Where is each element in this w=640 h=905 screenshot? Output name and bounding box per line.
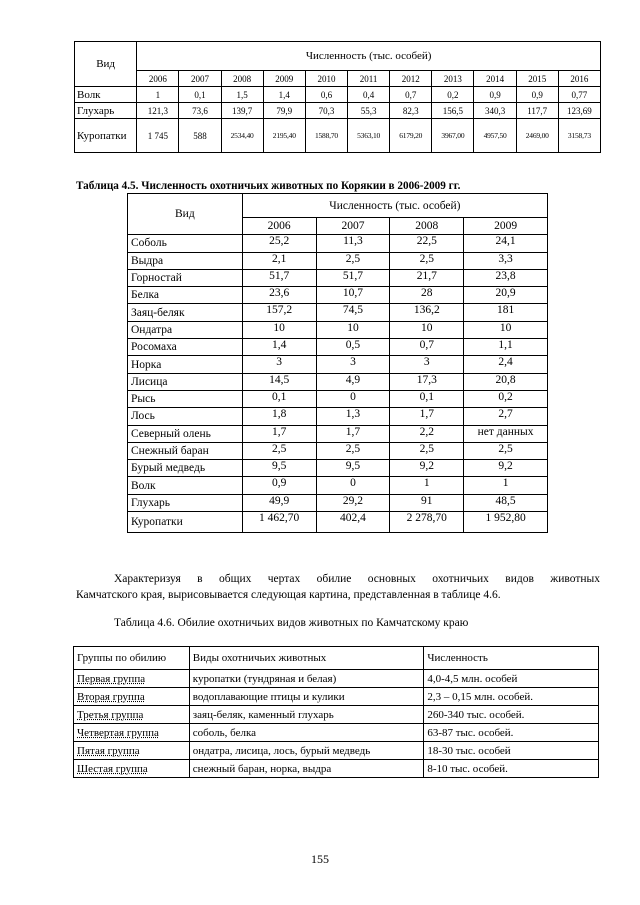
cell-value: 70,3 <box>305 103 347 119</box>
species-name: Выдра <box>128 252 243 269</box>
cell-value: 0,1 <box>242 390 316 407</box>
cell-value: 9,5 <box>242 460 316 477</box>
species-name: Северный олень <box>128 425 243 442</box>
table-row <box>128 425 548 442</box>
paragraph <box>76 571 600 603</box>
cell-value: 2,5 <box>242 442 316 459</box>
table-row <box>74 688 599 706</box>
cell-value: 6179,20 <box>390 119 432 153</box>
cell-value: 2,7 <box>464 408 548 425</box>
cell-value: 0,9 <box>516 87 558 103</box>
cell-value: 79,9 <box>263 103 305 119</box>
table-row <box>74 724 599 742</box>
species-list: снежный баран, норка, выдра <box>189 760 424 778</box>
cell-value: 1 745 <box>137 119 179 153</box>
cell-value: 1 <box>390 477 464 494</box>
cell-value: 2,5 <box>316 252 390 269</box>
cell-value: 9,5 <box>316 460 390 477</box>
cell-value: 139,7 <box>221 103 263 119</box>
cell-value: 0 <box>316 477 390 494</box>
table-row <box>128 287 548 304</box>
year-header: 2015 <box>516 71 558 87</box>
cell-value: 2,1 <box>242 252 316 269</box>
species-name: Глухарь <box>128 494 243 511</box>
cell-value: 73,6 <box>179 103 221 119</box>
column-header: Виды охотничьих животных <box>189 647 424 670</box>
cell-value: 3 <box>242 356 316 373</box>
cell-value: 2,5 <box>390 252 464 269</box>
cell-value: 28 <box>390 287 464 304</box>
table-row <box>75 87 601 103</box>
cell-value: 0,2 <box>464 390 548 407</box>
cell-value: 157,2 <box>242 304 316 321</box>
species-name: Лось <box>128 408 243 425</box>
cell-value: 4957,50 <box>474 119 516 153</box>
cell-value: 0,2 <box>432 87 474 103</box>
cell-value: 2,2 <box>390 425 464 442</box>
abundance-table <box>73 646 599 778</box>
cell-value: 9,2 <box>390 460 464 477</box>
cell-value: 1,5 <box>221 87 263 103</box>
cell-value: 10 <box>464 321 548 338</box>
cell-value: 0,6 <box>305 87 347 103</box>
year-header: 2008 <box>221 71 263 87</box>
abundance-count: 8-10 тыс. особей. <box>424 760 599 778</box>
cell-value: 1,3 <box>316 408 390 425</box>
cell-value: 0,9 <box>242 477 316 494</box>
year-header: 2006 <box>137 71 179 87</box>
table-row <box>74 706 599 724</box>
table-row <box>128 356 548 373</box>
cell-value: 20,8 <box>464 373 548 390</box>
cell-value: 74,5 <box>316 304 390 321</box>
table-row <box>128 235 548 252</box>
population-table-2006-2016 <box>74 41 601 153</box>
cell-value: 51,7 <box>316 269 390 286</box>
cell-value: 21,7 <box>390 269 464 286</box>
cell-value: 2,5 <box>316 442 390 459</box>
cell-value: 25,2 <box>242 235 316 252</box>
cell-value: 1,7 <box>316 425 390 442</box>
species-name: Снежный баран <box>128 442 243 459</box>
species-list: куропатки (тундряная и белая) <box>189 670 424 688</box>
cell-value: 10 <box>316 321 390 338</box>
cell-value: 1 <box>137 87 179 103</box>
cell-value: 91 <box>390 494 464 511</box>
table-row <box>128 390 548 407</box>
table-row <box>128 373 548 390</box>
cell-value: 2,5 <box>464 442 548 459</box>
table-row <box>128 304 548 321</box>
species-name: Росомаха <box>128 339 243 356</box>
cell-value: 4,9 <box>316 373 390 390</box>
cell-value: 1588,70 <box>305 119 347 153</box>
cell-value: 0,4 <box>348 87 390 103</box>
abundance-count: 4,0-4,5 млн. особей <box>424 670 599 688</box>
year-header: 2011 <box>348 71 390 87</box>
cell-value: 0,77 <box>558 87 600 103</box>
table-row <box>128 477 548 494</box>
group-name: Шестая группа <box>74 760 190 778</box>
cell-value: 2469,00 <box>516 119 558 153</box>
group-name: Пятая группа <box>74 742 190 760</box>
population-header: Численность (тыс. особей) <box>242 194 547 218</box>
cell-value: 11,3 <box>316 235 390 252</box>
species-list: соболь, белка <box>189 724 424 742</box>
cell-value: 1 <box>464 477 548 494</box>
table-body <box>74 670 599 778</box>
year-header: 2010 <box>305 71 347 87</box>
cell-value: 2,5 <box>390 442 464 459</box>
cell-value: 123,69 <box>558 103 600 119</box>
paragraph-line: Камчатского края, вырисовывается следующая картина, представленная в таблице 4.6. <box>76 589 501 601</box>
table-row <box>128 512 548 533</box>
cell-value: 1,4 <box>263 87 305 103</box>
species-name: Куропатки <box>128 512 243 533</box>
year-header: 2009 <box>263 71 305 87</box>
species-name: Лисица <box>128 373 243 390</box>
abundance-count: 2,3 – 0,15 млн. особей. <box>424 688 599 706</box>
vid-header: Вид <box>75 42 137 87</box>
species-name: Бурый медведь <box>128 460 243 477</box>
year-header: 2008 <box>390 218 464 235</box>
abundance-count: 260-340 тыс. особей. <box>424 706 599 724</box>
cell-value: 0,7 <box>390 87 432 103</box>
year-header: 2009 <box>464 218 548 235</box>
species-name: Норка <box>128 356 243 373</box>
cell-value: 1 462,70 <box>242 512 316 533</box>
table-row <box>128 494 548 511</box>
species-name: Ондатра <box>128 321 243 338</box>
year-header: 2007 <box>179 71 221 87</box>
group-name: Третья группа <box>74 706 190 724</box>
cell-value: 340,3 <box>474 103 516 119</box>
cell-value: 402,4 <box>316 512 390 533</box>
page-number: 155 <box>311 852 329 866</box>
table-row <box>128 269 548 286</box>
abundance-count: 63-87 тыс. особей. <box>424 724 599 742</box>
column-header: Группы по обилию <box>74 647 190 670</box>
cell-value: 1,4 <box>242 339 316 356</box>
cell-value: 156,5 <box>432 103 474 119</box>
cell-value: 23,6 <box>242 287 316 304</box>
cell-value: 121,3 <box>137 103 179 119</box>
cell-value: 0 <box>316 390 390 407</box>
population-header: Численность (тыс. особей) <box>137 42 601 71</box>
group-name: Вторая группа <box>74 688 190 706</box>
table-row <box>75 103 601 119</box>
cell-value: 2534,40 <box>221 119 263 153</box>
cell-value: 1,8 <box>242 408 316 425</box>
cell-value: 2195,40 <box>263 119 305 153</box>
koryakia-population-table <box>127 193 548 533</box>
vid-header: Вид <box>128 194 243 235</box>
table-row <box>128 460 548 477</box>
species-name: Рысь <box>128 390 243 407</box>
year-header: 2016 <box>558 71 600 87</box>
abundance-count: 18-30 тыс. особей <box>424 742 599 760</box>
species-name: Белка <box>128 287 243 304</box>
table-row <box>128 339 548 356</box>
table-row <box>74 742 599 760</box>
table-row <box>128 321 548 338</box>
cell-value: 3,3 <box>464 252 548 269</box>
year-header: 2006 <box>242 218 316 235</box>
table-caption: Таблица 4.6. Обилие охотничьих видов животных по Камчатскому краю <box>114 617 469 629</box>
cell-value: 22,5 <box>390 235 464 252</box>
column-header: Численность <box>424 647 599 670</box>
cell-value: 117,7 <box>516 103 558 119</box>
table-row <box>128 442 548 459</box>
cell-value: 10 <box>390 321 464 338</box>
species-name: Волк <box>128 477 243 494</box>
table-row <box>74 670 599 688</box>
cell-value: 14,5 <box>242 373 316 390</box>
cell-value: 10 <box>242 321 316 338</box>
cell-value: 1,1 <box>464 339 548 356</box>
cell-value: 3967,00 <box>432 119 474 153</box>
cell-value: 49,9 <box>242 494 316 511</box>
table-row <box>128 408 548 425</box>
cell-value: 82,3 <box>390 103 432 119</box>
cell-value: 0,7 <box>390 339 464 356</box>
species-list: водоплавающие птицы и кулики <box>189 688 424 706</box>
cell-value: 17,3 <box>390 373 464 390</box>
year-header: 2012 <box>390 71 432 87</box>
cell-value: 588 <box>179 119 221 153</box>
cell-value: 2,4 <box>464 356 548 373</box>
cell-value: 0,5 <box>316 339 390 356</box>
cell-value: 10,7 <box>316 287 390 304</box>
cell-value: 23,8 <box>464 269 548 286</box>
cell-value: 1,7 <box>242 425 316 442</box>
table-caption: Таблица 4.5. Численность охотничьих животных по Корякии в 2006-2009 гг. <box>76 180 461 192</box>
species-name: Глухарь <box>75 103 137 119</box>
species-name: Заяц-беляк <box>128 304 243 321</box>
species-name: Горностай <box>128 269 243 286</box>
cell-value: 2 278,70 <box>390 512 464 533</box>
cell-value: 0,9 <box>474 87 516 103</box>
table-body <box>128 235 548 533</box>
cell-value: 181 <box>464 304 548 321</box>
cell-value: 136,2 <box>390 304 464 321</box>
cell-value: 0,1 <box>179 87 221 103</box>
species-list: заяц-беляк, каменный глухарь <box>189 706 424 724</box>
year-header: 2007 <box>316 218 390 235</box>
species-name: Соболь <box>128 235 243 252</box>
cell-value: 20,9 <box>464 287 548 304</box>
species-list: ондатра, лисица, лось, бурый медведь <box>189 742 424 760</box>
cell-value: 1,7 <box>390 408 464 425</box>
cell-value: 9,2 <box>464 460 548 477</box>
paragraph-line: Характеризуя в общих чертах обилие основных охотничьих видов животных <box>114 573 600 585</box>
year-header: 2013 <box>432 71 474 87</box>
cell-value: нет данных <box>464 425 548 442</box>
cell-value: 51,7 <box>242 269 316 286</box>
cell-value: 1 952,80 <box>464 512 548 533</box>
species-name: Волк <box>75 87 137 103</box>
species-name: Куропатки <box>75 119 137 153</box>
cell-value: 3158,73 <box>558 119 600 153</box>
table-row <box>74 760 599 778</box>
cell-value: 3 <box>390 356 464 373</box>
cell-value: 3 <box>316 356 390 373</box>
group-name: Четвертая группа <box>74 724 190 742</box>
cell-value: 24,1 <box>464 235 548 252</box>
year-header: 2014 <box>474 71 516 87</box>
group-name: Первая группа <box>74 670 190 688</box>
table-row <box>75 119 601 153</box>
table-row <box>128 252 548 269</box>
cell-value: 0,1 <box>390 390 464 407</box>
cell-value: 29,2 <box>316 494 390 511</box>
cell-value: 55,3 <box>348 103 390 119</box>
cell-value: 48,5 <box>464 494 548 511</box>
cell-value: 5363,10 <box>348 119 390 153</box>
